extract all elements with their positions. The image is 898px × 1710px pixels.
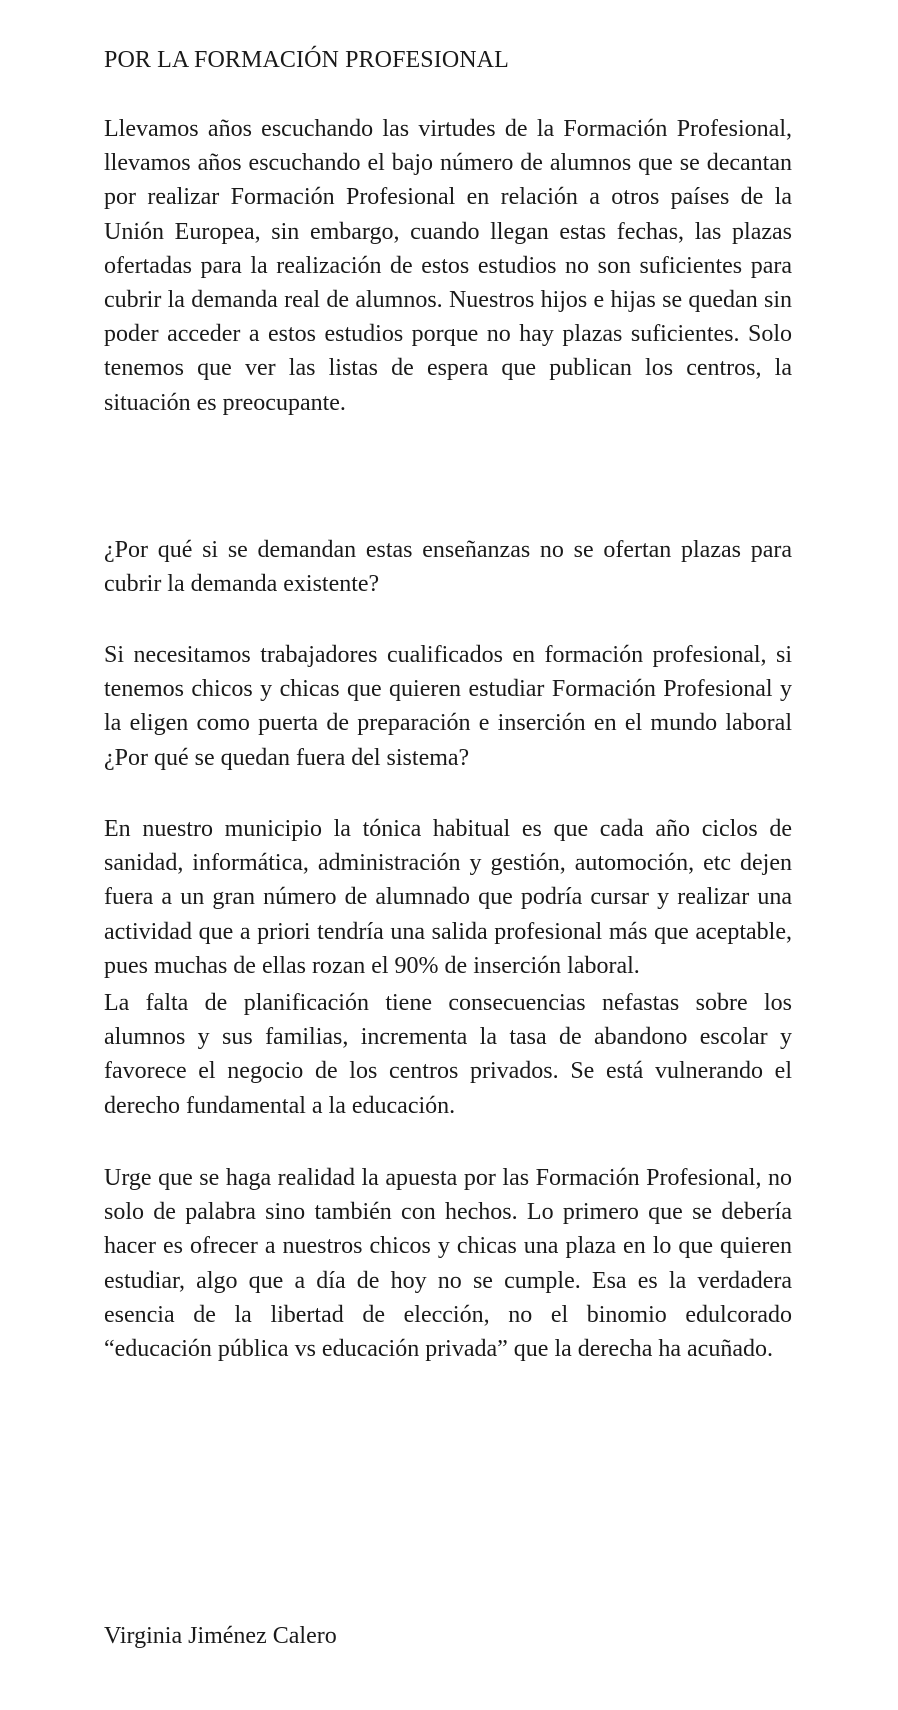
document-title: POR LA FORMACIÓN PROFESIONAL [104,47,509,73]
paragraph-1: Llevamos años escuchando las virtudes de la Formación Profesional, llevamos años escuchando el bajo número de alumnos que se decantan por realizar Formación Profesional en relación a otros países de la Unión Europea, sin embargo, cuando llegan estas fechas, las plazas ofertadas para la realización de estos estudios no son suficientes para cubrir la demanda real de alumnos. Nuestros hijos e hijas se quedan sin poder acceder a estos estudios porque no hay plazas suficientes. Solo tenemos que ver las listas de espera que publican los centros, la situación es preocupante. [104,116,792,416]
paragraph-3: Si necesitamos trabajadores cualificados en formación profesional, si tenemos chicos y chicas que quieren estudiar Formación Profesional y la eligen como puerta de preparación e inserción en el mundo laboral ¿Por qué se quedan fuera del sistema? [104,642,792,771]
author-signature: Virginia Jiménez Calero [104,1623,337,1649]
paragraph-5: La falta de planificación tiene consecuencias nefastas sobre los alumnos y sus familias, incrementa la tasa de abandono escolar y favorece el negocio de los centros privados. Se está vulnerando el derecho fundamental a la educación. [104,990,792,1119]
paragraph-6: Urge que se haga realidad la apuesta por las Formación Profesional, no solo de palabra sino también con hechos. Lo primero que se debería hacer es ofrecer a nuestros chicos y chicas una plaza en lo que quieren estudiar, algo que a día de hoy no se cumple. Esa es la verdadera esencia de la libertad de elección, no el binomio edulcorado “educación pública vs educación privada” que la derecha ha acuñado. [104,1165,792,1363]
paragraph-4: En nuestro municipio la tónica habitual es que cada año ciclos de sanidad, informática, administración y gestión, automoción, etc dejen fuera a un gran número de alumnado que podría cursar y realizar una actividad que a priori tendría una salida profesional más que aceptable, pues muchas de ellas rozan el 90% de inserción laboral. [104,816,792,979]
paragraph-2: ¿Por qué si se demandan estas enseñanzas no se ofertan plazas para cubrir la demanda existente? [104,537,792,598]
